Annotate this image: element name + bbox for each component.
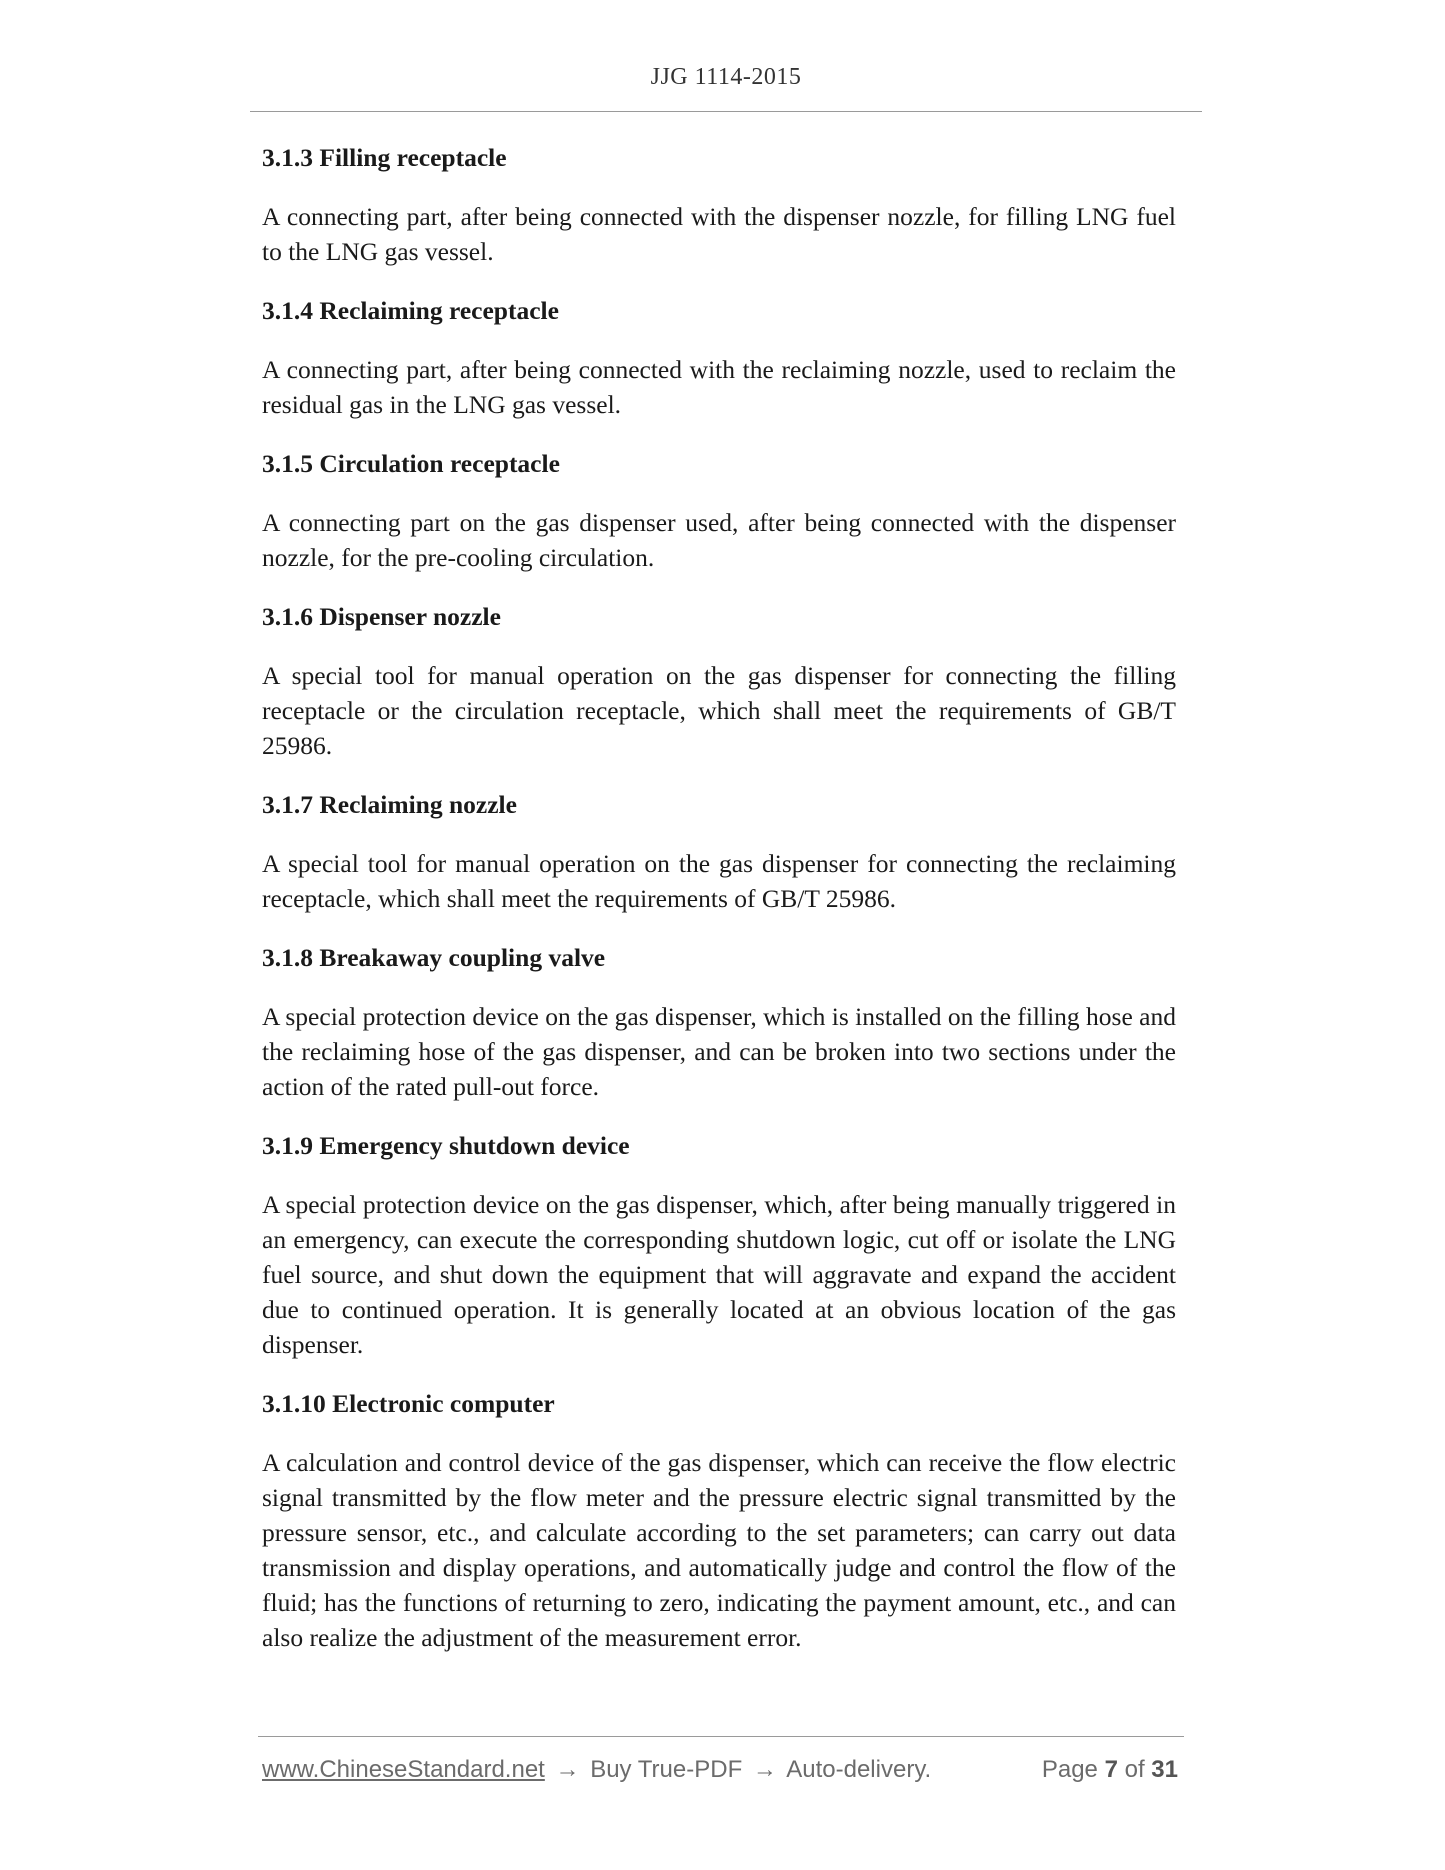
- page-label: Page: [1041, 1756, 1098, 1783]
- section-paragraph: A calculation and control device of the gas dispenser, which can receive the flow electric signal transmitted by the flow meter and the pressure electric signal transmitted by the pressure sensor, etc., and calculate according to the set parameters; can carry out data transmission and display operations, and automatically judge and control the flow of the fluid; has the functions of returning to zero, indicating the payment amount, etc., and can also realize the adjustment of the measurement error.: [262, 1448, 1176, 1652]
- section-3-1-6: [262, 599, 1176, 763]
- section-3-1-9: [262, 1128, 1176, 1362]
- section-paragraph: A connecting part, after being connected with the reclaiming nozzle, used to reclaim the residual gas in the LNG gas vessel.: [262, 355, 1176, 419]
- site-link[interactable]: www.ChineseStandard.net: [262, 1756, 545, 1783]
- section-3-1-4: [262, 293, 1176, 422]
- document-code-header: JJG 1114-2015: [650, 64, 802, 90]
- section-heading: 3.1.10 Electronic computer: [262, 1389, 555, 1418]
- section-3-1-5: [262, 446, 1176, 575]
- buy-pdf-text: Buy True-PDF: [590, 1756, 743, 1783]
- auto-delivery-text: Auto-delivery.: [786, 1756, 932, 1783]
- section-heading: 3.1.4 Reclaiming receptacle: [262, 296, 559, 325]
- page-indicator: [1042, 1756, 1178, 1784]
- section-3-1-8: [262, 940, 1176, 1104]
- section-paragraph: A special tool for manual operation on the gas dispenser for connecting the filling receptacle or the circulation receptacle, which shall meet the requirements of GB/T 25986.: [262, 661, 1176, 760]
- right-arrow-icon: →: [752, 1756, 777, 1783]
- current-page-number: 7: [1104, 1756, 1118, 1783]
- section-paragraph: A special protection device on the gas dispenser, which, after being manually triggered in an emergency, can execute the corresponding shutdown logic, cut off or isolate the LNG fuel source, and shut down the equipment that will aggravate and expand the accident due to continued operation. It is generally located at an obvious location of the gas dispenser.: [262, 1190, 1176, 1359]
- section-paragraph: A special tool for manual operation on the gas dispenser for connecting the reclaiming receptacle, which shall meet the requirements of GB/T 25986.: [262, 849, 1176, 913]
- section-paragraph: A connecting part on the gas dispenser used, after being connected with the dispenser nozzle, for the pre-cooling circulation.: [262, 508, 1176, 572]
- section-heading: 3.1.8 Breakaway coupling valve: [262, 943, 606, 972]
- section-3-1-10: [262, 1386, 1176, 1655]
- of-label: of: [1124, 1756, 1145, 1783]
- section-heading: 3.1.3 Filling receptacle: [262, 143, 507, 172]
- document-body: [262, 140, 1176, 1679]
- section-heading: 3.1.9 Emergency shutdown device: [262, 1131, 630, 1160]
- section-3-1-3: [262, 140, 1176, 269]
- section-heading: 3.1.6 Dispenser nozzle: [262, 602, 501, 631]
- total-pages-number: 31: [1151, 1756, 1178, 1783]
- header-divider: [250, 111, 1202, 112]
- section-heading: 3.1.7 Reclaiming nozzle: [262, 790, 517, 819]
- right-arrow-icon: →: [555, 1756, 580, 1783]
- section-heading: 3.1.5 Circulation receptacle: [262, 449, 560, 478]
- section-3-1-7: [262, 787, 1176, 916]
- section-paragraph: A special protection device on the gas dispenser, which is installed on the filling hose and the reclaiming hose of the gas dispenser, and can be broken into two sections under the action of the rated pull-out force.: [262, 1002, 1176, 1101]
- footer-promo: [262, 1756, 931, 1784]
- footer-divider: [258, 1736, 1184, 1737]
- section-paragraph: A connecting part, after being connected with the dispenser nozzle, for filling LNG fuel to the LNG gas vessel.: [262, 202, 1176, 266]
